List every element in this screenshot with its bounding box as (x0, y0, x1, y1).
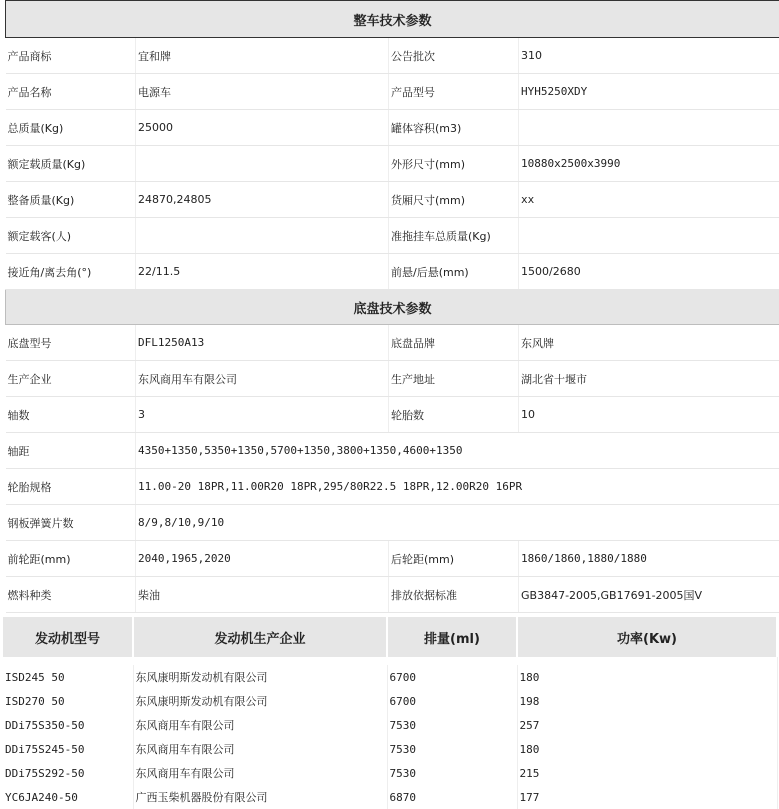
engine-power: 215 (517, 761, 777, 785)
engine-power-header: 功率(Kw) (517, 617, 777, 657)
spec-label: 后轮距(mm) (389, 541, 519, 577)
spec-label: 产品商标 (6, 38, 136, 74)
spec-row (6, 577, 779, 613)
spec-value: 24870,24805 (136, 182, 389, 218)
spec-value: 22/11.5 (136, 254, 389, 290)
spec-label: 罐体容积(m3) (389, 110, 519, 146)
engine-model: ISD245 50 (3, 665, 133, 689)
spec-label: 额定载客(人) (6, 218, 136, 254)
spec-label: 燃料种类 (6, 577, 136, 613)
spec-label: 轴距 (6, 433, 136, 469)
spec-label: 公告批次 (389, 38, 519, 74)
engine-row (3, 785, 777, 809)
engine-maker: 东风商用车有限公司 (133, 737, 387, 761)
spec-value: 1860/1860,1880/1880 (519, 541, 779, 577)
spec-label: 前轮距(mm) (6, 541, 136, 577)
spec-row (6, 505, 779, 541)
engine-model: DDi75S292-50 (3, 761, 133, 785)
spec-value (519, 218, 779, 254)
spec-value: HYH5250XDY (519, 74, 779, 110)
spec-row (6, 541, 779, 577)
engine-power: 198 (517, 689, 777, 713)
engine-power: 180 (517, 665, 777, 689)
spec-label: 产品型号 (389, 74, 519, 110)
spec-row (6, 361, 779, 397)
engine-model: DDi75S350-50 (3, 713, 133, 737)
spec-row (6, 38, 779, 74)
spec-value: 10880x2500x3990 (519, 146, 779, 182)
engine-maker: 东风康明斯发动机有限公司 (133, 665, 387, 689)
engine-model: DDi75S245-50 (3, 737, 133, 761)
spec-row (6, 182, 779, 218)
spec-label: 轮胎数 (389, 397, 519, 433)
engine-row (3, 713, 777, 737)
engine-table (3, 617, 778, 809)
spec-value: 电源车 (136, 74, 389, 110)
spec-row (6, 146, 779, 182)
chassis-section-title: 底盘技术参数 (6, 290, 779, 325)
engine-model: YC6JA240-50 (3, 785, 133, 809)
spec-value (136, 146, 389, 182)
spec-label: 轮胎规格 (6, 469, 136, 505)
vehicle-section-title: 整车技术参数 (6, 1, 779, 38)
engine-displacement-header: 排量(ml) (387, 617, 517, 657)
engine-displacement: 7530 (387, 713, 517, 737)
engine-maker: 东风商用车有限公司 (133, 761, 387, 785)
vehicle-section-header (6, 1, 779, 38)
spec-value: DFL1250A13 (136, 325, 389, 361)
spec-label: 生产企业 (6, 361, 136, 397)
engine-power: 257 (517, 713, 777, 737)
spec-value: 东风牌 (519, 325, 779, 361)
spec-value: 柴油 (136, 577, 389, 613)
engine-model-header: 发动机型号 (3, 617, 133, 657)
spec-label: 总质量(Kg) (6, 110, 136, 146)
spec-value: 10 (519, 397, 779, 433)
engine-maker: 广西玉柴机器股份有限公司 (133, 785, 387, 809)
engine-row (3, 761, 777, 785)
spec-row (6, 218, 779, 254)
engine-model: ISD270 50 (3, 689, 133, 713)
spec-value (519, 110, 779, 146)
engine-power: 177 (517, 785, 777, 809)
spec-value: 东风商用车有限公司 (136, 361, 389, 397)
spec-label: 准拖挂车总质量(Kg) (389, 218, 519, 254)
engine-displacement: 7530 (387, 737, 517, 761)
engine-maker: 东风康明斯发动机有限公司 (133, 689, 387, 713)
spec-value: 11.00-20 18PR,11.00R20 18PR,295/80R22.5 18PR,12.00R20 16PR (136, 469, 779, 505)
engine-displacement: 6700 (387, 665, 517, 689)
engine-maker-header: 发动机生产企业 (133, 617, 387, 657)
spacer-cell (3, 657, 777, 665)
spec-value: 4350+1350,5350+1350,5700+1350,3800+1350,4600+1350 (136, 433, 779, 469)
engine-maker: 东风商用车有限公司 (133, 713, 387, 737)
engine-displacement: 7530 (387, 761, 517, 785)
spec-label: 钢板弹簧片数 (6, 505, 136, 541)
spec-row (6, 397, 779, 433)
spec-label: 接近角/离去角(°) (6, 254, 136, 290)
spec-row (6, 433, 779, 469)
spec-value: 2040,1965,2020 (136, 541, 389, 577)
spec-label: 生产地址 (389, 361, 519, 397)
spec-value: 8/9,8/10,9/10 (136, 505, 779, 541)
spec-row (6, 74, 779, 110)
spec-label: 产品名称 (6, 74, 136, 110)
spec-label: 额定载质量(Kg) (6, 146, 136, 182)
spec-value: xx (519, 182, 779, 218)
engine-power: 180 (517, 737, 777, 761)
spec-label: 货厢尺寸(mm) (389, 182, 519, 218)
spec-label: 整备质量(Kg) (6, 182, 136, 218)
spec-value: GB3847-2005,GB17691-2005国V (519, 577, 779, 613)
spec-label: 前悬/后悬(mm) (389, 254, 519, 290)
engine-row (3, 689, 777, 713)
spec-row (6, 110, 779, 146)
engine-row (3, 737, 777, 761)
spec-row (6, 469, 779, 505)
spec-value: 310 (519, 38, 779, 74)
engine-displacement: 6700 (387, 689, 517, 713)
spec-value: 3 (136, 397, 389, 433)
spec-value: 宜和牌 (136, 38, 389, 74)
spec-label: 底盘型号 (6, 325, 136, 361)
engine-spacer-row (3, 657, 777, 665)
spec-label: 底盘品牌 (389, 325, 519, 361)
spec-value: 1500/2680 (519, 254, 779, 290)
spec-label: 外形尺寸(mm) (389, 146, 519, 182)
spec-row (6, 325, 779, 361)
chassis-section-header (6, 290, 779, 325)
engine-displacement: 6870 (387, 785, 517, 809)
spec-value: 湖北省十堰市 (519, 361, 779, 397)
spec-row (6, 254, 779, 290)
spec-value: 25000 (136, 110, 389, 146)
engine-header-row (3, 617, 777, 657)
spec-table (5, 0, 779, 613)
engine-row (3, 665, 777, 689)
spec-label: 轴数 (6, 397, 136, 433)
spec-value (136, 218, 389, 254)
spec-label: 排放依据标准 (389, 577, 519, 613)
